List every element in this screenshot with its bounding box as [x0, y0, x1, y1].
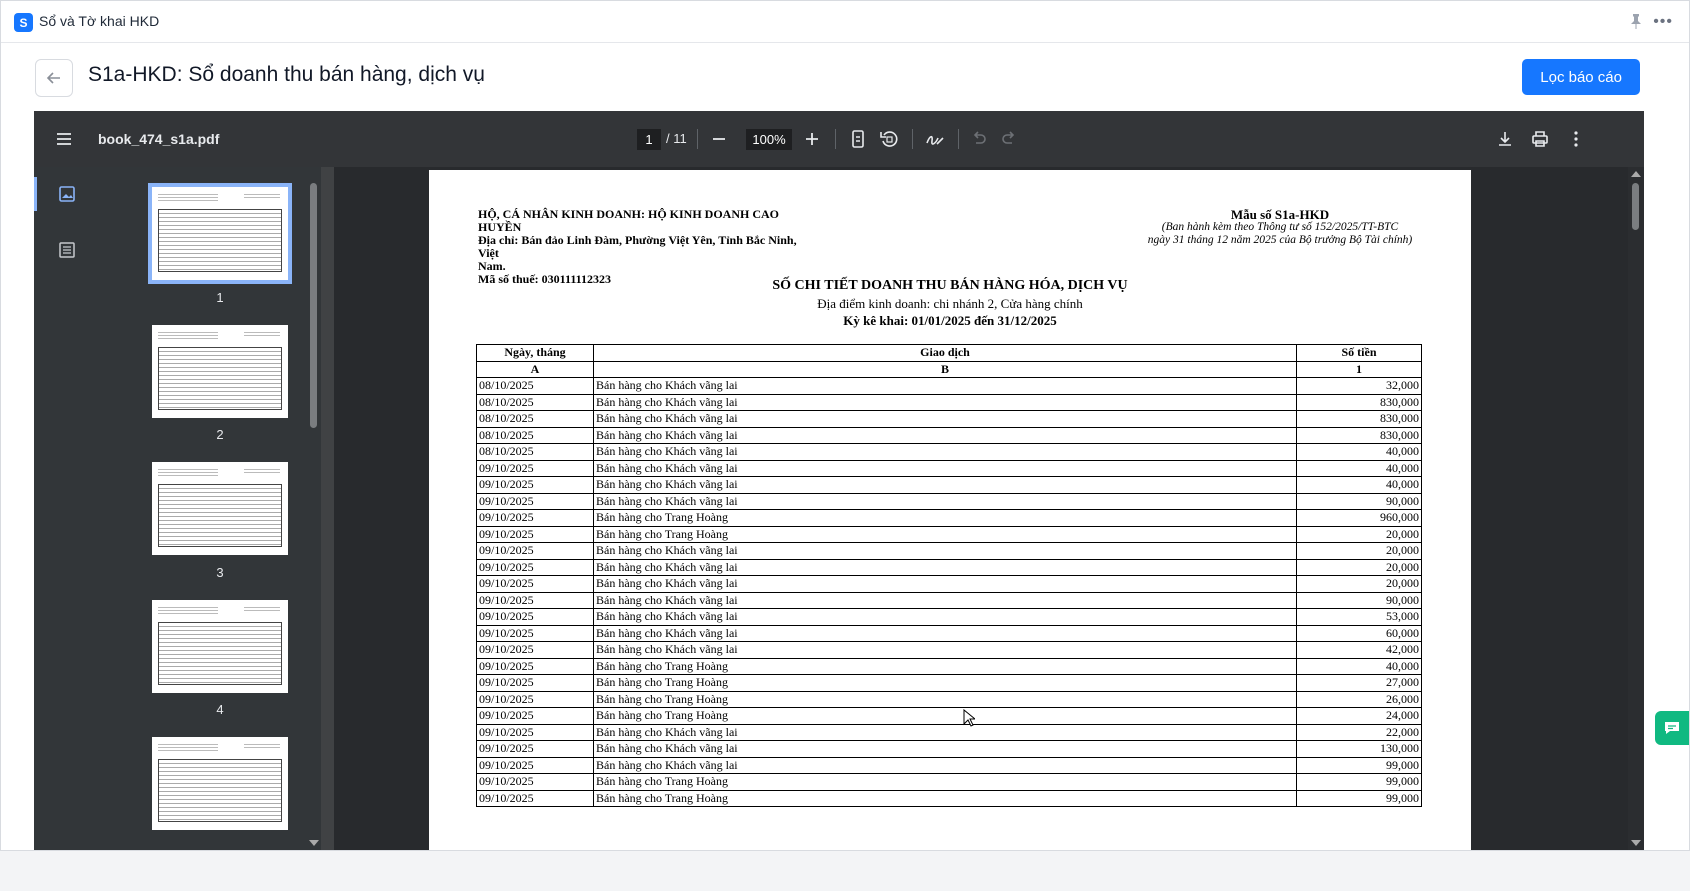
row-transaction: Bán hàng cho Khách vãng lai	[594, 592, 1297, 609]
thumbnail-preview-header	[244, 467, 280, 475]
page-total: / 11	[666, 131, 687, 146]
table-header-row	[477, 345, 1422, 362]
row-amount: 40,000	[1297, 658, 1422, 675]
row-amount: 20,000	[1297, 576, 1422, 593]
row-date: 09/10/2025	[477, 658, 594, 675]
row-transaction: Bán hàng cho Khách vãng lai	[594, 724, 1297, 741]
page-thumbnail[interactable]	[152, 462, 288, 555]
form-info	[1145, 208, 1415, 247]
row-amount: 42,000	[1297, 642, 1422, 659]
row-date: 09/10/2025	[477, 609, 594, 626]
thumbnail-preview-header	[158, 605, 218, 615]
row-date: 09/10/2025	[477, 757, 594, 774]
form-number: Mẫu số S1a-HKD	[1230, 207, 1330, 222]
table-row	[477, 724, 1422, 741]
table-row	[477, 609, 1422, 626]
table-row	[477, 526, 1422, 543]
table-row	[477, 559, 1422, 576]
toolbar-divider	[958, 129, 959, 149]
row-amount: 53,000	[1297, 609, 1422, 626]
row-transaction: Bán hàng cho Khách vãng lai	[594, 543, 1297, 560]
thumbnail-preview-header	[244, 192, 280, 200]
row-date: 09/10/2025	[477, 493, 594, 510]
undo-icon[interactable]	[969, 129, 989, 149]
thumbnail-label: 3	[216, 565, 224, 580]
row-amount: 90,000	[1297, 493, 1422, 510]
scroll-down-arrow-icon[interactable]	[1631, 840, 1641, 846]
thumbnail-sidebar	[34, 167, 321, 850]
rotate-icon[interactable]	[879, 129, 899, 149]
row-amount: 90,000	[1297, 592, 1422, 609]
row-transaction: Bán hàng cho Khách vãng lai	[594, 477, 1297, 494]
zoom-in-icon[interactable]	[802, 129, 822, 149]
table-row	[477, 411, 1422, 428]
rail-active-indicator	[34, 177, 37, 211]
row-date: 09/10/2025	[477, 477, 594, 494]
business-address-line1: Địa chỉ: Bán đảo Linh Đàm, Phường Việt Yên, Tỉnh Bắc Ninh, Việt	[478, 233, 797, 260]
thumbnail-label: 4	[216, 702, 224, 717]
table-row	[477, 642, 1422, 659]
row-date: 08/10/2025	[477, 427, 594, 444]
thumbnail-preview-header	[158, 330, 218, 340]
table-row	[477, 427, 1422, 444]
title-bar	[1, 1, 1689, 43]
thumbnail-preview-header	[158, 192, 218, 202]
zoom-input[interactable]: 100%	[746, 129, 792, 150]
table-row	[477, 708, 1422, 725]
form-note-line1: (Ban hành kèm theo Thông tư số 152/2025/TT-BTC	[1161, 221, 1399, 233]
row-date: 09/10/2025	[477, 642, 594, 659]
app-logo-icon: S	[14, 13, 33, 32]
row-amount: 20,000	[1297, 526, 1422, 543]
table-body	[477, 378, 1422, 807]
row-date: 08/10/2025	[477, 411, 594, 428]
table-row	[477, 460, 1422, 477]
row-transaction: Bán hàng cho Khách vãng lai	[594, 444, 1297, 461]
table-row	[477, 543, 1422, 560]
sidebar-rail	[34, 167, 102, 850]
fit-page-icon[interactable]	[848, 129, 868, 149]
row-date: 09/10/2025	[477, 592, 594, 609]
row-transaction: Bán hàng cho Khách vãng lai	[594, 394, 1297, 411]
row-transaction: Bán hàng cho Khách vãng lai	[594, 609, 1297, 626]
row-amount: 26,000	[1297, 691, 1422, 708]
table-row	[477, 691, 1422, 708]
form-note-line2: ngày 31 tháng 12 năm 2025 của Bộ trưởng Bộ Tài chính)	[1147, 234, 1413, 246]
row-amount: 24,000	[1297, 708, 1422, 725]
row-date: 09/10/2025	[477, 708, 594, 725]
table-row	[477, 790, 1422, 807]
row-amount: 99,000	[1297, 757, 1422, 774]
row-date: 08/10/2025	[477, 378, 594, 395]
thumbnail-preview-header	[158, 467, 218, 477]
table-row	[477, 675, 1422, 692]
row-transaction: Bán hàng cho Trang Hoàng	[594, 790, 1297, 807]
column-code-1: 1	[1297, 361, 1422, 378]
zoom-out-icon[interactable]	[709, 129, 729, 149]
outline-icon[interactable]	[58, 241, 76, 259]
column-header-date: Ngày, tháng	[477, 345, 594, 362]
page-thumbnail[interactable]	[152, 600, 288, 693]
row-date: 09/10/2025	[477, 543, 594, 560]
scrollbar-thumb[interactable]	[310, 183, 317, 428]
row-date: 09/10/2025	[477, 576, 594, 593]
back-button[interactable]	[35, 59, 73, 97]
thumbnails-icon[interactable]	[58, 185, 76, 203]
thumbnail-preview-table	[158, 347, 282, 410]
row-date: 08/10/2025	[477, 394, 594, 411]
row-amount: 960,000	[1297, 510, 1422, 527]
row-amount: 830,000	[1297, 427, 1422, 444]
more-horizontal-icon[interactable]: •••	[1653, 13, 1673, 30]
row-date: 08/10/2025	[477, 444, 594, 461]
row-amount: 20,000	[1297, 543, 1422, 560]
row-transaction: Bán hàng cho Trang Hoàng	[594, 526, 1297, 543]
row-amount: 60,000	[1297, 625, 1422, 642]
document-title: SỐ CHI TIẾT DOANH THU BÁN HÀNG HÓA, DỊCH VỤ	[772, 278, 1128, 293]
app-title: Sổ và Tờ khai HKD	[39, 13, 160, 29]
table-row	[477, 510, 1422, 527]
table-row	[477, 658, 1422, 675]
download-icon[interactable]	[1495, 129, 1515, 149]
row-date: 09/10/2025	[477, 790, 594, 807]
column-header-amount: Số tiền	[1297, 345, 1422, 362]
row-transaction: Bán hàng cho Trang Hoàng	[594, 691, 1297, 708]
table-row	[477, 625, 1422, 642]
thumbnail-label: 2	[216, 427, 224, 442]
row-amount: 40,000	[1297, 444, 1422, 461]
scroll-down-arrow-icon[interactable]	[309, 840, 319, 846]
filter-report-button[interactable]: Lọc báo cáo	[1522, 59, 1640, 95]
chat-icon	[1662, 718, 1682, 738]
toolbar-divider	[835, 129, 836, 149]
mouse-cursor-icon	[963, 709, 975, 727]
row-amount: 40,000	[1297, 477, 1422, 494]
row-transaction: Bán hàng cho Trang Hoàng	[594, 675, 1297, 692]
row-transaction: Bán hàng cho Khách vãng lai	[594, 378, 1297, 395]
row-transaction: Bán hàng cho Khách vãng lai	[594, 559, 1297, 576]
pin-icon[interactable]	[1629, 13, 1643, 29]
page-thumbnail[interactable]	[152, 325, 288, 418]
row-amount: 99,000	[1297, 790, 1422, 807]
thumbnail-preview-header	[244, 605, 280, 613]
sidebar-scrollbar[interactable]	[306, 167, 321, 850]
table-row	[477, 477, 1422, 494]
business-location: Địa điểm kinh doanh: chi nhánh 2, Cửa hàng chính	[817, 296, 1083, 311]
thumbnail-label: 1	[216, 290, 224, 305]
scroll-up-arrow-icon[interactable]	[1631, 171, 1641, 177]
row-transaction: Bán hàng cho Trang Hoàng	[594, 708, 1297, 725]
row-date: 09/10/2025	[477, 741, 594, 758]
business-name: HỘ, CÁ NHÂN KINH DOANH: HỘ KINH DOANH CAO HUYỀN	[478, 207, 780, 234]
table-row	[477, 378, 1422, 395]
pdf-toolbar	[34, 111, 1644, 167]
thumbnail-preview-header	[244, 742, 280, 750]
thumbnail-preview-header	[158, 742, 218, 752]
row-date: 09/10/2025	[477, 460, 594, 477]
column-code-a: A	[477, 361, 594, 378]
row-amount: 27,000	[1297, 675, 1422, 692]
business-info	[478, 208, 808, 286]
row-amount: 22,000	[1297, 724, 1422, 741]
row-transaction: Bán hàng cho Khách vãng lai	[594, 757, 1297, 774]
redo-icon[interactable]	[999, 129, 1019, 149]
table-row	[477, 493, 1422, 510]
page-thumbnail[interactable]	[152, 187, 288, 280]
page-title: S1a-HKD: Sổ doanh thu bán hàng, dịch vụ	[88, 63, 485, 86]
row-date: 09/10/2025	[477, 510, 594, 527]
content-scrollbar[interactable]	[1628, 167, 1644, 850]
menu-icon[interactable]	[54, 129, 74, 149]
table-row	[477, 576, 1422, 593]
page-header	[1, 43, 1689, 111]
thumbnail-preview-table	[158, 484, 282, 547]
thumbnail-preview-table	[158, 622, 282, 685]
business-address-line2: Nam.	[478, 259, 506, 273]
row-amount: 830,000	[1297, 394, 1422, 411]
declaration-period: Kỳ kê khai: 01/01/2025 đến 31/12/2025	[843, 313, 1057, 328]
thumbnail-preview-header	[244, 330, 280, 338]
annotate-icon[interactable]	[925, 129, 945, 149]
row-amount: 99,000	[1297, 774, 1422, 791]
chat-button[interactable]	[1655, 711, 1689, 745]
row-amount: 32,000	[1297, 378, 1422, 395]
pdf-viewer	[34, 111, 1644, 850]
table-code-row	[477, 361, 1422, 378]
pdf-filename: book_474_s1a.pdf	[98, 131, 220, 147]
column-code-b: B	[594, 361, 1297, 378]
page-number-input[interactable]: 1	[637, 129, 661, 150]
page-thumbnail[interactable]	[152, 737, 288, 830]
thumbnail-preview-table	[158, 759, 282, 822]
arrow-left-icon	[46, 70, 62, 86]
table-row	[477, 394, 1422, 411]
print-icon[interactable]	[1530, 129, 1550, 149]
row-transaction: Bán hàng cho Khách vãng lai	[594, 625, 1297, 642]
row-amount: 130,000	[1297, 741, 1422, 758]
table-row	[477, 757, 1422, 774]
row-amount: 20,000	[1297, 559, 1422, 576]
row-transaction: Bán hàng cho Khách vãng lai	[594, 460, 1297, 477]
row-date: 09/10/2025	[477, 526, 594, 543]
row-date: 09/10/2025	[477, 625, 594, 642]
row-date: 09/10/2025	[477, 675, 594, 692]
row-amount: 40,000	[1297, 460, 1422, 477]
tax-code: Mã số thuế: 030111112323	[478, 272, 612, 286]
thumbnail-preview-table	[158, 209, 282, 272]
row-transaction: Bán hàng cho Khách vãng lai	[594, 427, 1297, 444]
row-transaction: Bán hàng cho Khách vãng lai	[594, 493, 1297, 510]
row-transaction: Bán hàng cho Khách vãng lai	[594, 576, 1297, 593]
thumbnail-list	[102, 167, 321, 850]
pdf-content-area	[334, 167, 1644, 850]
row-transaction: Bán hàng cho Khách vãng lai	[594, 741, 1297, 758]
table-row	[477, 774, 1422, 791]
row-date: 09/10/2025	[477, 724, 594, 741]
row-transaction: Bán hàng cho Khách vãng lai	[594, 411, 1297, 428]
column-header-transaction: Giao dịch	[594, 345, 1297, 362]
row-transaction: Bán hàng cho Trang Hoàng	[594, 774, 1297, 791]
row-amount: 830,000	[1297, 411, 1422, 428]
pdf-page	[429, 170, 1471, 850]
toolbar-divider	[912, 129, 913, 149]
table-row	[477, 592, 1422, 609]
toolbar-divider	[697, 129, 698, 149]
row-date: 09/10/2025	[477, 559, 594, 576]
row-date: 09/10/2025	[477, 774, 594, 791]
row-transaction: Bán hàng cho Trang Hoàng	[594, 510, 1297, 527]
table-row	[477, 741, 1422, 758]
scrollbar-thumb[interactable]	[1632, 183, 1639, 230]
table-row	[477, 444, 1422, 461]
revenue-table	[476, 344, 1422, 807]
row-transaction: Bán hàng cho Khách vãng lai	[594, 642, 1297, 659]
row-transaction: Bán hàng cho Trang Hoàng	[594, 658, 1297, 675]
more-vertical-icon[interactable]	[1566, 129, 1586, 149]
row-date: 09/10/2025	[477, 691, 594, 708]
